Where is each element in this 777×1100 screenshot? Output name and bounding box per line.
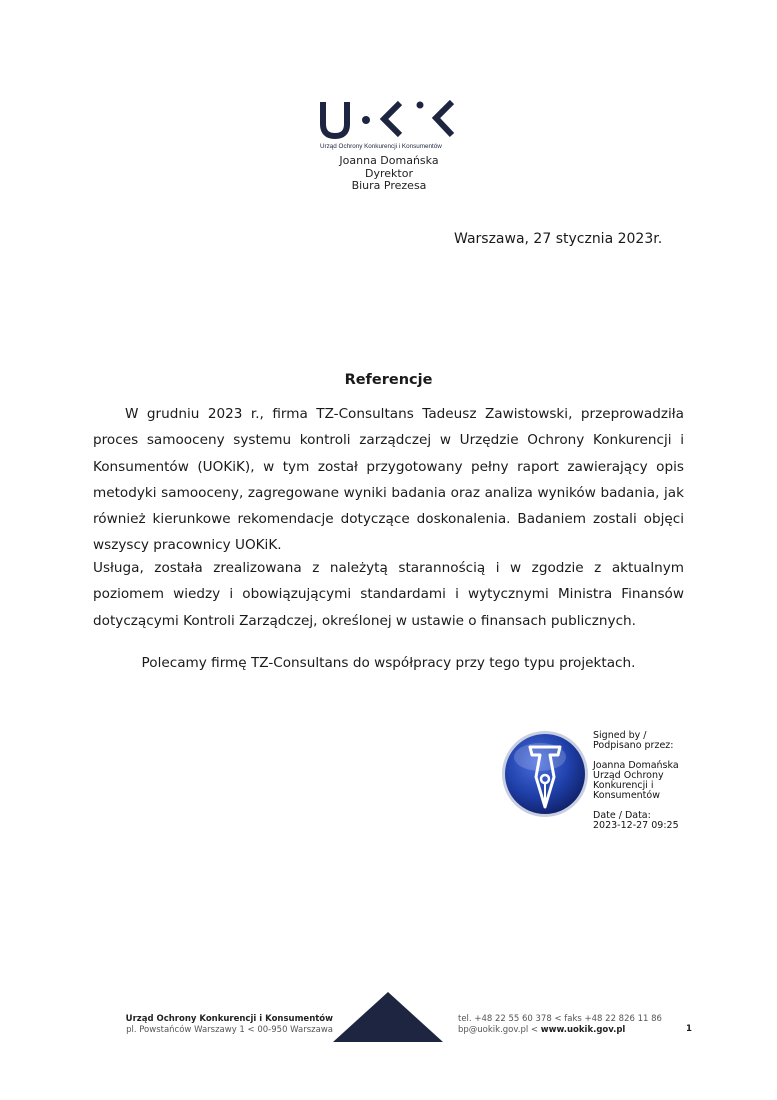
uokik-logo bbox=[320, 98, 460, 152]
page-number: 1 bbox=[686, 1024, 692, 1034]
footer-email[interactable]: bp@uokik.gov.pl < bbox=[458, 1025, 541, 1035]
footer-phone: tel. +48 22 55 60 378 < faks +48 22 826 11 86 bbox=[458, 1014, 662, 1024]
footer-website[interactable]: www.uokik.gov.pl bbox=[540, 1025, 626, 1035]
footer-contact bbox=[458, 1014, 662, 1036]
footer-street: pl. Powstańców Warszawy 1 < 00-950 Warszawa bbox=[126, 1025, 333, 1035]
paragraph-2: Usługa, została zrealizowana z należytą starannością i w zgodzie z aktualnym poziomem wiedzy i obowiązującymi standardami i wytycznymi Ministra Finansów dotyczącymi Kontroli Zarządczej, określonej w ustawie o finansach publicznych. bbox=[93, 560, 684, 629]
recommendation-line: Polecamy firmę TZ-Consultans do współpracy przy tego typu projektach. bbox=[141, 655, 636, 671]
sender-block bbox=[289, 155, 489, 193]
logo-caption: Urząd Ochrony Konkurencji i Konsumentów bbox=[320, 143, 442, 150]
fountain-pen-nib-icon bbox=[500, 729, 590, 819]
sender-department: Biura Prezesa bbox=[351, 179, 427, 192]
signed-by-label: Signed by / Podpisano przez: bbox=[593, 730, 674, 751]
paragraph-1: W grudniu 2023 r., firma TZ-Consultans Tadeusz Zawistowski, przeprowadziła proces samooceny systemu kontroli zarządczej w Urzędzie Ochrony Konkurencji i Konsumentów (UOKiK), w tym został przygotowany pełny raport zawierający opis metodyki samooceny, zagregowane wyniki badania oraz analiza wyników badania, jak również kierunkowe rekomendacje dotyczące doskonalenia. Badaniem zostali objęci wszyscy pracownicy UOKiK. bbox=[93, 406, 684, 554]
letter-title: Referencje bbox=[344, 372, 433, 388]
footer-address bbox=[126, 1014, 333, 1036]
sender-name: Joanna Domańska bbox=[339, 154, 439, 167]
sender-position: Dyrektor bbox=[365, 166, 413, 180]
signature-date-value: 2023-12-27 09:25 bbox=[593, 820, 679, 831]
footer-triangle-graphic bbox=[333, 992, 443, 1042]
footer-org-name: Urząd Ochrony Konkurencji i Konsumentów bbox=[125, 1014, 333, 1024]
date-line: Warszawa, 27 stycznia 2023r. bbox=[454, 231, 663, 247]
signature-block bbox=[593, 731, 679, 831]
signature-date-label: Date / Data: bbox=[593, 810, 651, 821]
signer-name: Joanna Domańska Urząd Ochrony Konkurencji i Konsumentów bbox=[593, 760, 679, 801]
